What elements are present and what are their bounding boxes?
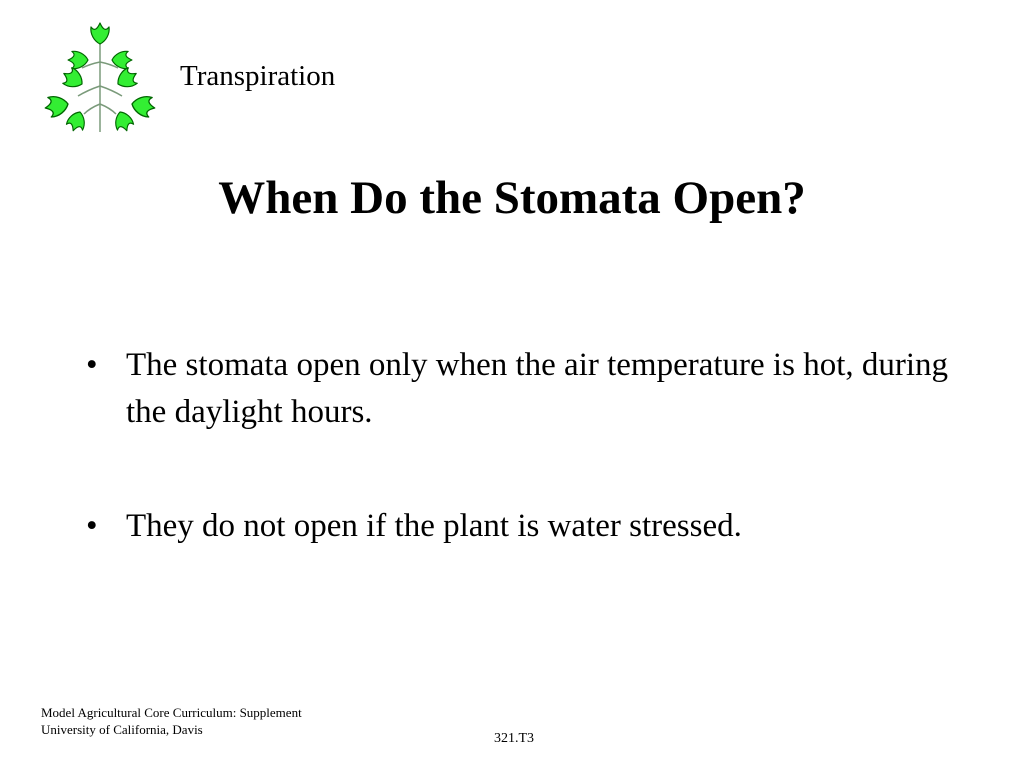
slide-title: When Do the Stomata Open? [218, 172, 806, 224]
bullet-list [86, 342, 966, 550]
footer-credits [41, 704, 302, 738]
bullet-item [86, 503, 966, 550]
footer-university: University of California, Davis [41, 722, 203, 737]
bullet-text: They do not open if the plant is water stressed. [126, 508, 742, 544]
bullet-marker: • [86, 347, 98, 383]
footer-curriculum: Model Agricultural Core Curriculum: Supplement [41, 705, 302, 720]
bullet-text: The stomata open only when the air temperature is hot, during the daylight hours. [126, 347, 949, 430]
section-label: Transpiration [180, 60, 336, 92]
bullet-item [86, 342, 966, 436]
bullet-marker: • [86, 508, 98, 544]
plant-leaves-icon [44, 14, 156, 134]
slide-code: 321.T3 [494, 731, 535, 746]
